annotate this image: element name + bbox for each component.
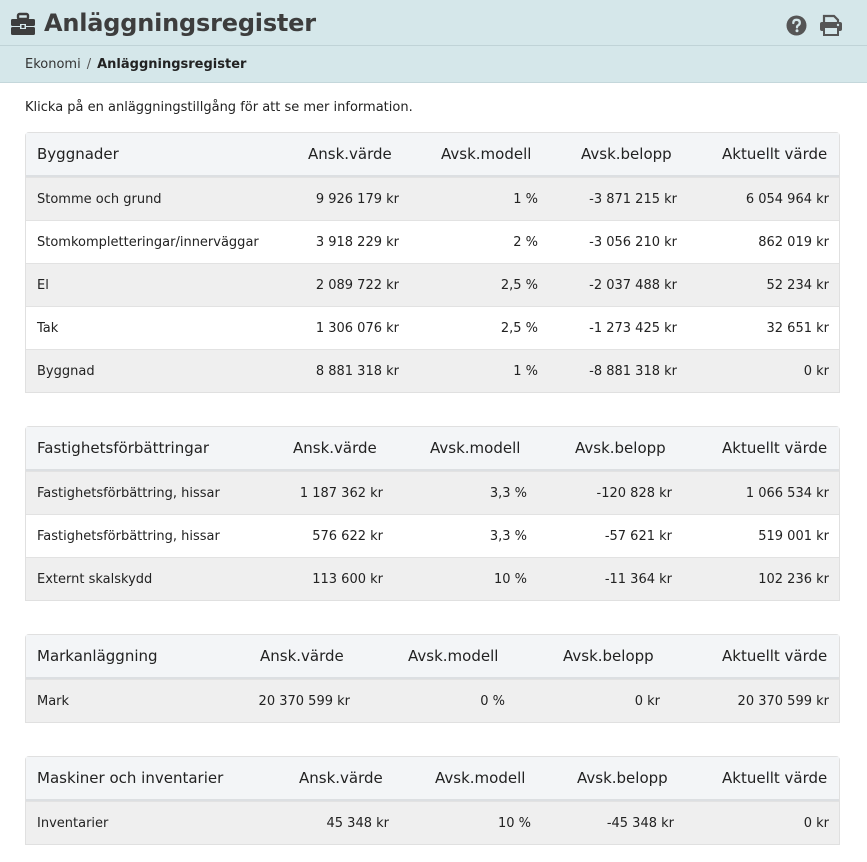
table-row[interactable] xyxy=(26,263,839,306)
column-header-aktuellt-varde: Aktuellt värde xyxy=(722,439,828,457)
asset-name: Fastighetsförbättring, hissar xyxy=(37,485,220,501)
column-header-avsk-modell: Avsk.modell xyxy=(435,769,526,787)
table-row[interactable] xyxy=(26,220,839,263)
column-header-category: Byggnader xyxy=(37,145,119,163)
column-header-avsk-belopp: Avsk.belopp xyxy=(563,647,654,665)
breadcrumb-separator: / xyxy=(86,57,92,72)
toolbox-icon xyxy=(10,12,36,36)
current-value: 32 651 kr xyxy=(766,320,829,336)
breadcrumb xyxy=(25,57,246,72)
asset-name: Stomkompletteringar/innerväggar xyxy=(37,234,259,250)
acquisition-value: 2 089 722 kr xyxy=(315,277,399,293)
current-value: 6 054 964 kr xyxy=(745,191,829,207)
table-row[interactable] xyxy=(26,177,839,220)
column-header-ansk-varde: Ansk.värde xyxy=(308,145,392,163)
column-header-category: Maskiner och inventarier xyxy=(37,769,224,787)
title-bar xyxy=(0,0,867,46)
asset-name: Externt skalskydd xyxy=(37,571,153,587)
asset-name: Mark xyxy=(37,693,70,709)
current-value: 52 234 kr xyxy=(766,277,829,293)
asset-name: Inventarier xyxy=(37,815,109,831)
depreciation-model: 10 % xyxy=(493,571,527,587)
table-header xyxy=(26,757,839,801)
acquisition-value: 45 348 kr xyxy=(326,815,389,831)
printer-icon[interactable] xyxy=(819,14,843,36)
column-header-aktuellt-varde: Aktuellt värde xyxy=(722,145,828,163)
table-header xyxy=(26,133,839,177)
current-value: 862 019 kr xyxy=(758,234,829,250)
asset-table-byggnader xyxy=(25,132,840,393)
depreciation-model: 3,3 % xyxy=(489,485,527,501)
table-row[interactable] xyxy=(26,514,839,557)
acquisition-value: 9 926 179 kr xyxy=(315,191,399,207)
page-header xyxy=(0,0,867,83)
column-header-ansk-varde: Ansk.värde xyxy=(299,769,383,787)
current-value: 102 236 kr xyxy=(758,571,829,587)
breadcrumb-current: Anläggningsregister xyxy=(97,57,247,72)
depreciation-amount: -2 037 488 kr xyxy=(589,277,677,293)
table-row[interactable] xyxy=(26,557,839,600)
depreciation-model: 0 % xyxy=(480,693,505,709)
depreciation-amount: -8 881 318 kr xyxy=(589,363,677,379)
asset-table-fastighetsforbattringar xyxy=(25,426,840,601)
table-header xyxy=(26,427,839,471)
depreciation-model: 1 % xyxy=(513,363,538,379)
depreciation-amount: -57 621 kr xyxy=(604,528,672,544)
column-header-avsk-modell: Avsk.modell xyxy=(408,647,499,665)
column-header-avsk-belopp: Avsk.belopp xyxy=(581,145,672,163)
column-header-avsk-modell: Avsk.modell xyxy=(441,145,532,163)
depreciation-model: 10 % xyxy=(497,815,531,831)
column-header-avsk-belopp: Avsk.belopp xyxy=(575,439,666,457)
current-value: 519 001 kr xyxy=(758,528,829,544)
asset-name: Byggnad xyxy=(37,363,95,379)
acquisition-value: 20 370 599 kr xyxy=(258,693,350,709)
table-row[interactable] xyxy=(26,471,839,514)
depreciation-model: 1 % xyxy=(513,191,538,207)
depreciation-amount: -120 828 kr xyxy=(596,485,672,501)
current-value: 0 kr xyxy=(803,815,829,831)
column-header-ansk-varde: Ansk.värde xyxy=(260,647,344,665)
asset-name: Fastighetsförbättring, hissar xyxy=(37,528,220,544)
depreciation-amount: -45 348 kr xyxy=(606,815,674,831)
breadcrumb-link-ekonomi[interactable]: Ekonomi xyxy=(25,57,81,72)
question-circle-icon[interactable] xyxy=(786,15,807,36)
column-header-aktuellt-varde: Aktuellt värde xyxy=(722,769,828,787)
column-header-category: Markanläggning xyxy=(37,647,158,665)
table-row[interactable] xyxy=(26,801,839,844)
column-header-avsk-belopp: Avsk.belopp xyxy=(577,769,668,787)
current-value: 20 370 599 kr xyxy=(737,693,829,709)
column-header-ansk-varde: Ansk.värde xyxy=(293,439,377,457)
acquisition-value: 576 622 kr xyxy=(312,528,383,544)
depreciation-amount: -3 056 210 kr xyxy=(589,234,677,250)
acquisition-value: 1 306 076 kr xyxy=(315,320,399,336)
table-header xyxy=(26,635,839,679)
depreciation-amount: -1 273 425 kr xyxy=(589,320,677,336)
current-value: 0 kr xyxy=(803,363,829,379)
asset-name: Stomme och grund xyxy=(37,191,162,207)
current-value: 1 066 534 kr xyxy=(745,485,829,501)
depreciation-model: 2 % xyxy=(513,234,538,250)
depreciation-amount: -3 871 215 kr xyxy=(589,191,677,207)
column-header-category: Fastighetsförbättringar xyxy=(37,439,210,457)
asset-table-maskiner-och-inventarier xyxy=(25,756,840,845)
column-header-avsk-modell: Avsk.modell xyxy=(430,439,521,457)
asset-name: Tak xyxy=(37,320,59,336)
acquisition-value: 113 600 kr xyxy=(312,571,383,587)
intro-text: Klicka på en anläggningstillgång för att se mer information. xyxy=(25,100,413,115)
acquisition-value: 3 918 229 kr xyxy=(315,234,399,250)
table-row[interactable] xyxy=(26,349,839,392)
acquisition-value: 1 187 362 kr xyxy=(299,485,383,501)
acquisition-value: 8 881 318 kr xyxy=(315,363,399,379)
depreciation-amount: -11 364 kr xyxy=(604,571,672,587)
asset-table-markanlaggning xyxy=(25,634,840,723)
depreciation-model: 3,3 % xyxy=(489,528,527,544)
table-row[interactable] xyxy=(26,306,839,349)
asset-name: El xyxy=(37,277,49,293)
column-header-aktuellt-varde: Aktuellt värde xyxy=(722,647,828,665)
page-title: Anläggningsregister xyxy=(44,9,316,37)
table-row[interactable] xyxy=(26,679,839,722)
depreciation-model: 2,5 % xyxy=(500,277,538,293)
depreciation-model: 2,5 % xyxy=(500,320,538,336)
depreciation-amount: 0 kr xyxy=(634,693,660,709)
